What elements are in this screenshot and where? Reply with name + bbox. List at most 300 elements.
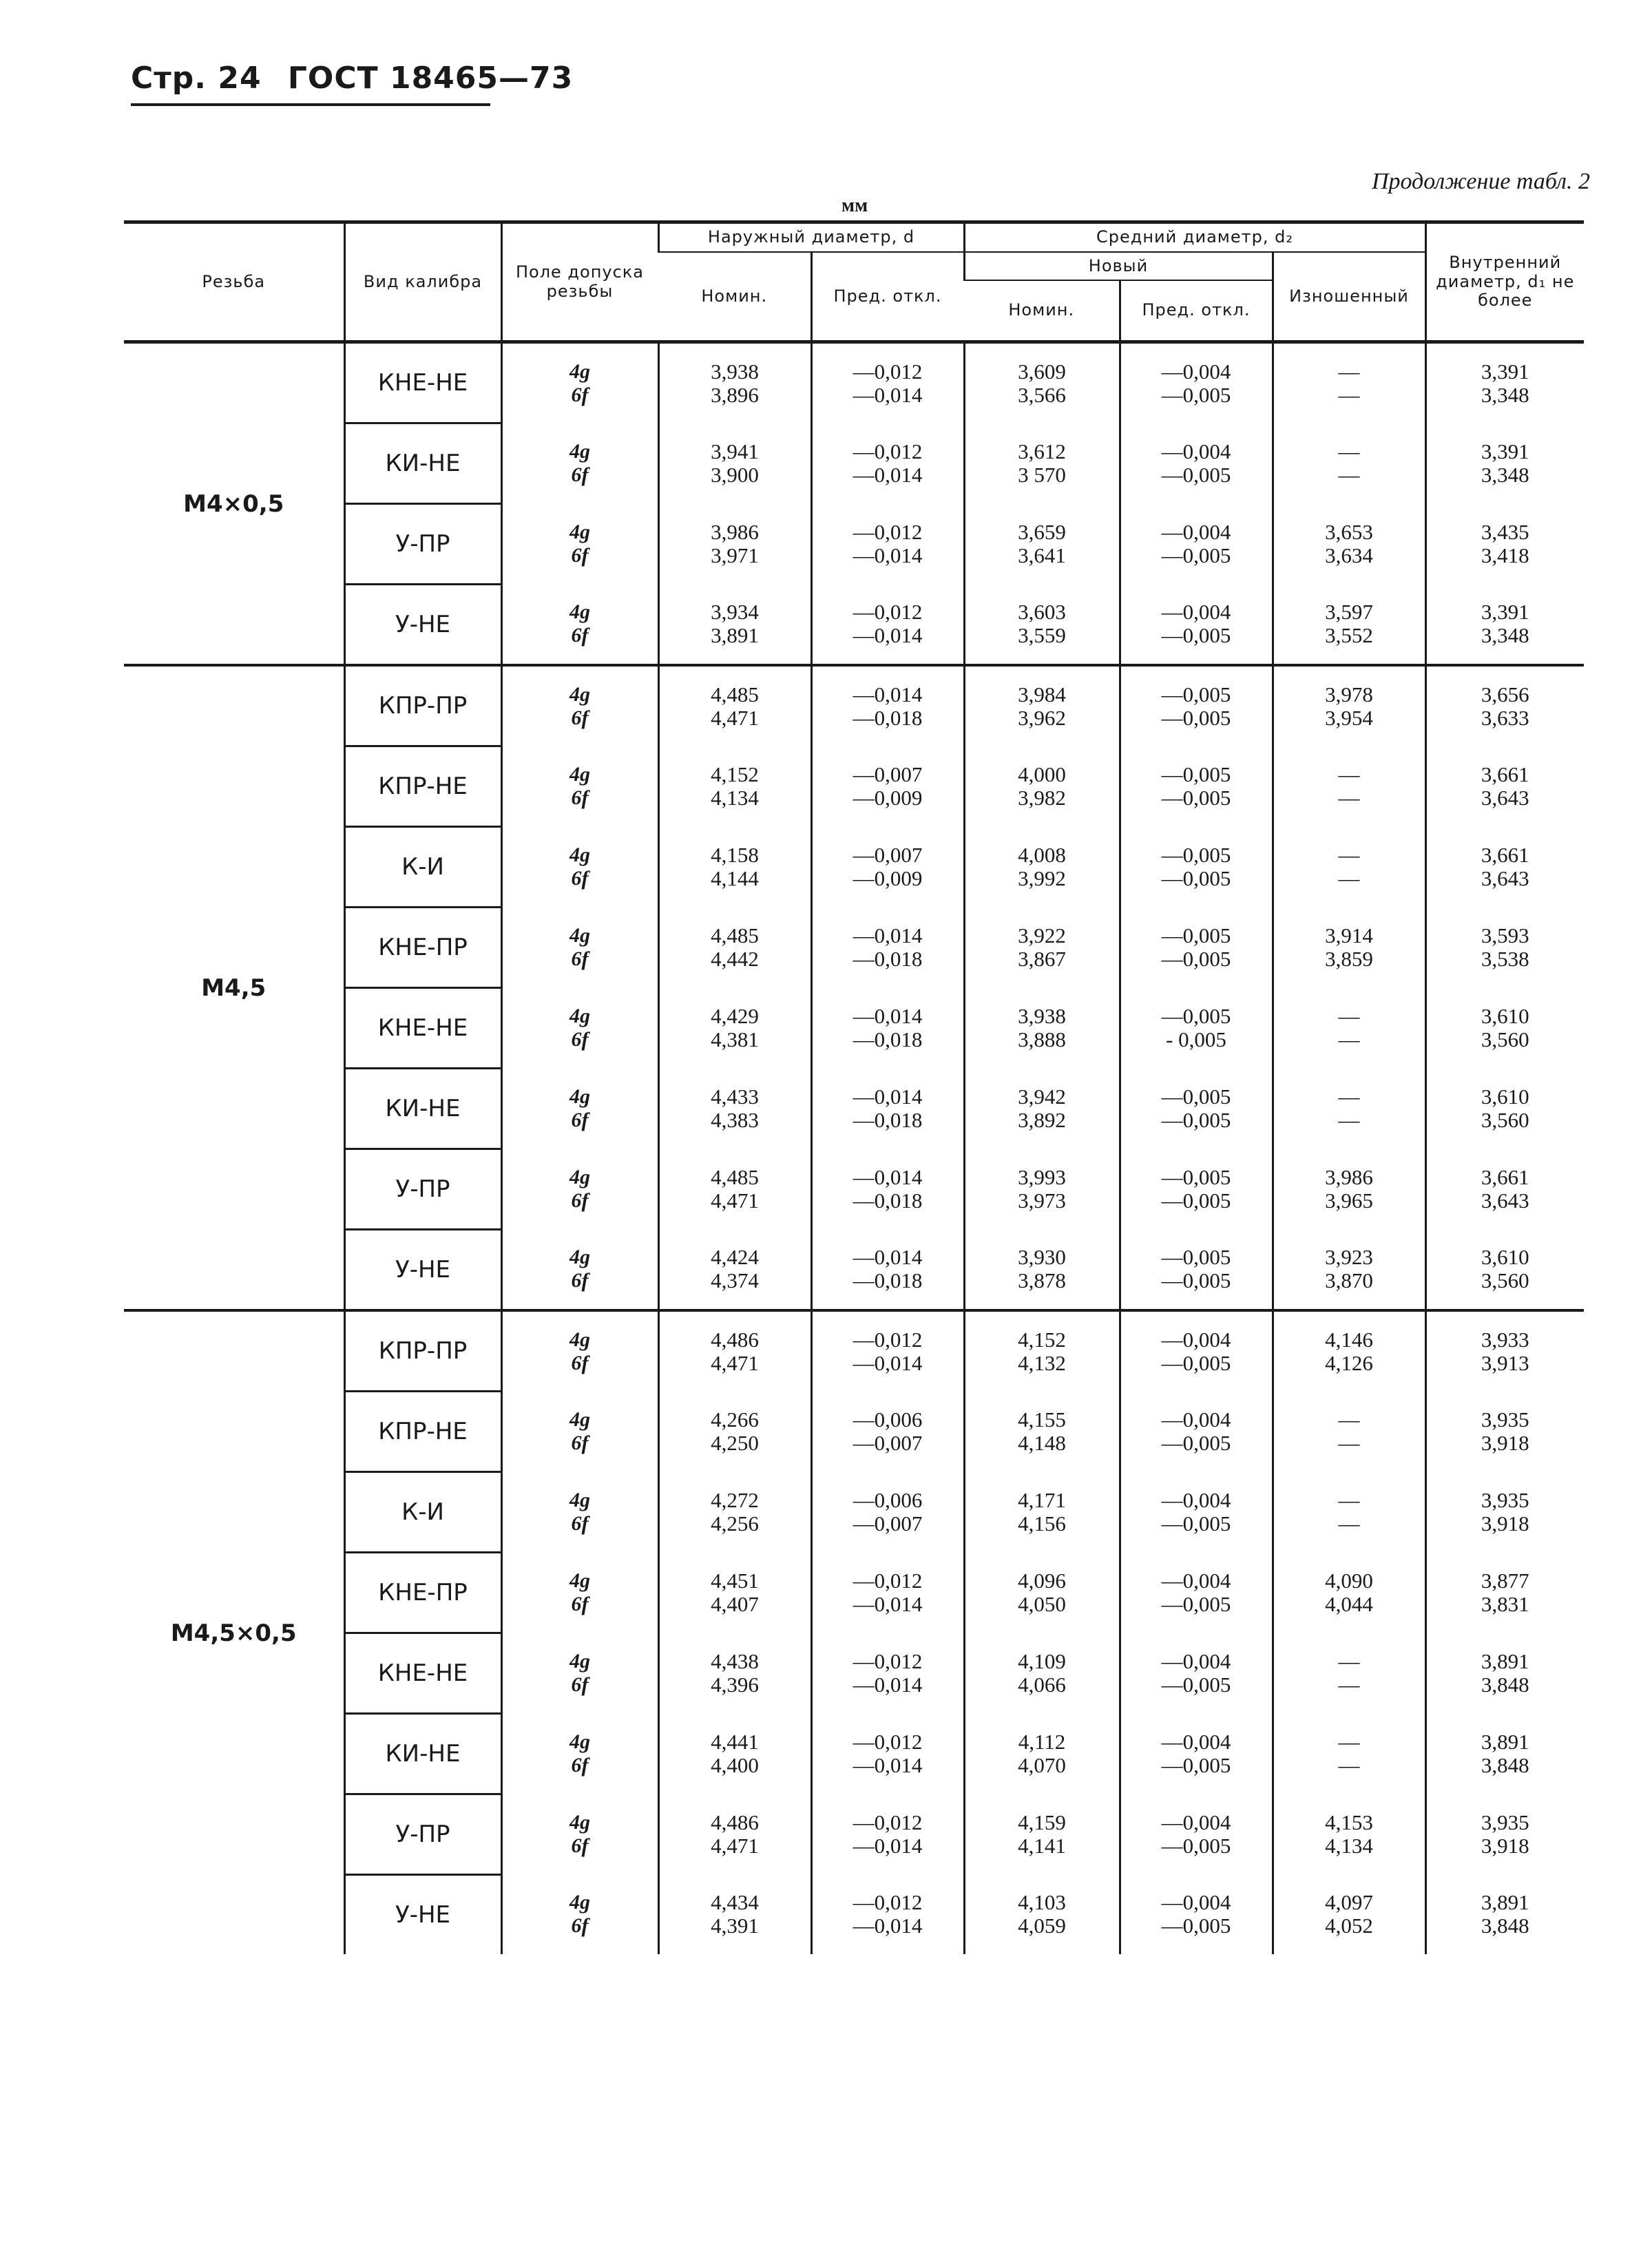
value: 3,922 [1018, 923, 1066, 948]
value: 3,661 [1481, 843, 1529, 868]
value: —0,012 [853, 1890, 923, 1915]
value: 4g [569, 1085, 590, 1109]
value: 3,610 [1481, 1084, 1529, 1109]
value: 3,877 [1481, 1569, 1529, 1593]
value: —0,014 [853, 1245, 923, 1270]
value: 6f [571, 544, 589, 567]
tolerance-cell [501, 1472, 658, 1553]
value: 4,103 [1018, 1890, 1066, 1915]
value: 3,954 [1325, 705, 1373, 730]
value: — [1338, 1511, 1360, 1536]
tolerance-cell [501, 1794, 658, 1875]
value: —0,014 [853, 1673, 923, 1697]
outer-dev-cell [811, 1230, 964, 1311]
value: —0,005 [1161, 1673, 1231, 1697]
mid-nom-cell [964, 504, 1120, 585]
value: — [1338, 1673, 1360, 1697]
value: —0,005 [1161, 1188, 1231, 1213]
value: — [1338, 1649, 1360, 1674]
mid-nom-cell [964, 585, 1120, 666]
mid-nom-cell [964, 827, 1120, 908]
table-row [124, 665, 1584, 746]
value: 4,156 [1018, 1511, 1066, 1536]
value: 4g [569, 1891, 590, 1914]
value: 4g [569, 1166, 590, 1189]
value: 3,896 [711, 382, 759, 407]
inner-diameter-cell [1425, 665, 1584, 746]
value: —0,005 [1161, 866, 1231, 891]
mid-dev-cell [1120, 1149, 1273, 1230]
value: — [1338, 1407, 1360, 1432]
mid-nom-cell [964, 1875, 1120, 1955]
mid-dev-cell [1120, 1472, 1273, 1553]
value: —0,012 [853, 600, 923, 625]
mid-dev-cell [1120, 827, 1273, 908]
value: 6f [571, 706, 589, 729]
value: 3,348 [1481, 623, 1529, 648]
gauge-type-cell: КНЕ-ПР [344, 908, 501, 988]
outer-nom-cell [658, 423, 811, 504]
outer-nom-cell [658, 1472, 811, 1553]
value: 6f [571, 463, 589, 487]
mid-dev-cell [1120, 1392, 1273, 1472]
value: 3,914 [1325, 923, 1373, 948]
value: 6f [571, 786, 589, 810]
col-outer-dev: Пред. откл. [811, 252, 964, 342]
value: 3,560 [1481, 1108, 1529, 1133]
mid-nom-cell [964, 423, 1120, 504]
tolerance-cell [501, 1149, 658, 1230]
outer-dev-cell [811, 827, 964, 908]
value: 3,935 [1481, 1488, 1529, 1513]
value: 3,971 [711, 543, 759, 568]
value: —0,009 [853, 866, 923, 891]
value: 4,486 [711, 1810, 759, 1835]
value: 3,610 [1481, 1245, 1529, 1270]
mid-worn-cell [1273, 908, 1425, 988]
mid-dev-cell [1120, 1875, 1273, 1955]
value: —0,005 [1161, 705, 1231, 730]
tolerance-cell [501, 988, 658, 1069]
outer-nom-cell [658, 1230, 811, 1311]
value: 6f [571, 1673, 589, 1697]
value: 3,848 [1481, 1673, 1529, 1697]
mid-dev-cell [1120, 1794, 1273, 1875]
mid-worn-cell [1273, 665, 1425, 746]
value: —0,004 [1161, 439, 1231, 464]
mid-dev-cell [1120, 1310, 1273, 1392]
gauge-type-cell: КИ-НЕ [344, 1714, 501, 1794]
outer-dev-cell [811, 1069, 964, 1149]
value: —0,005 [1161, 1165, 1231, 1190]
value: — [1338, 439, 1360, 464]
value: 4,052 [1325, 1914, 1373, 1938]
value: 3 570 [1018, 463, 1066, 488]
tolerance-cell [501, 1714, 658, 1794]
value: 3,848 [1481, 1753, 1529, 1778]
table-body [124, 342, 1584, 1955]
value: —0,005 [1161, 1511, 1231, 1536]
value: 3,930 [1018, 1245, 1066, 1270]
value: —0,012 [853, 1569, 923, 1593]
value: 4,441 [711, 1730, 759, 1754]
value: 3,982 [1018, 786, 1066, 810]
value: 3,965 [1325, 1188, 1373, 1213]
value: 4,152 [711, 762, 759, 787]
value: 3,888 [1018, 1027, 1066, 1052]
value: —0,014 [853, 1914, 923, 1938]
mid-dev-cell [1120, 1553, 1273, 1633]
value: 4,438 [711, 1649, 759, 1674]
tolerance-cell [501, 908, 658, 988]
value: 3,560 [1481, 1027, 1529, 1052]
value: —0,014 [853, 1834, 923, 1858]
value: 4,126 [1325, 1350, 1373, 1375]
inner-diameter-cell [1425, 423, 1584, 504]
col-mid-nom: Номин. [964, 280, 1120, 342]
value: 6f [571, 867, 589, 890]
mid-worn-cell [1273, 1875, 1425, 1955]
value: —0,018 [853, 1108, 923, 1133]
value: 4,485 [711, 1165, 759, 1190]
value: 3,870 [1325, 1268, 1373, 1293]
value: 3,892 [1018, 1108, 1066, 1133]
thread-cell: M4×0,5 [124, 342, 344, 666]
mid-worn-cell [1273, 827, 1425, 908]
gauge-type-cell: КИ-НЕ [344, 423, 501, 504]
value: 3,643 [1481, 786, 1529, 810]
units-label: мм [841, 195, 868, 216]
gauge-type-cell: К-И [344, 827, 501, 908]
mid-worn-cell [1273, 342, 1425, 423]
outer-dev-cell [811, 1553, 964, 1633]
table-row [124, 1310, 1584, 1392]
table-header [124, 222, 1584, 342]
value: —0,014 [853, 1753, 923, 1778]
value: — [1338, 382, 1360, 407]
value: 4,266 [711, 1407, 759, 1432]
tolerance-cell [501, 1392, 658, 1472]
col-mid-new: Новый [964, 252, 1273, 281]
mid-worn-cell [1273, 746, 1425, 827]
value: 3,859 [1325, 947, 1373, 972]
gauge-type-cell: КИ-НЕ [344, 1069, 501, 1149]
value: 3,923 [1325, 1245, 1373, 1270]
value: 4,471 [711, 1834, 759, 1858]
value: 3,609 [1018, 359, 1066, 384]
outer-dev-cell [811, 1633, 964, 1714]
value: 3,597 [1325, 600, 1373, 625]
value: 4,250 [711, 1431, 759, 1456]
value: 4g [569, 1650, 590, 1673]
value: 3,566 [1018, 382, 1066, 407]
value: 4,097 [1325, 1890, 1373, 1915]
mid-worn-cell [1273, 1633, 1425, 1714]
value: 4,153 [1325, 1810, 1373, 1835]
value: 4g [569, 1569, 590, 1593]
value: 4,471 [711, 705, 759, 730]
value: —0,005 [1161, 1245, 1231, 1270]
value: 3,633 [1481, 705, 1529, 730]
value: 3,643 [1481, 1188, 1529, 1213]
outer-nom-cell [658, 746, 811, 827]
mid-dev-cell [1120, 908, 1273, 988]
inner-diameter-cell [1425, 1472, 1584, 1553]
value: 4,429 [711, 1004, 759, 1029]
inner-diameter-cell [1425, 1310, 1584, 1392]
gauge-type-cell: У-ПР [344, 1149, 501, 1230]
value: 4,451 [711, 1569, 759, 1593]
value: —0,005 [1161, 1108, 1231, 1133]
value: 4,434 [711, 1890, 759, 1915]
value: 3,831 [1481, 1592, 1529, 1617]
col-mid-diameter: Средний диаметр, d₂ [964, 222, 1425, 252]
value: 3,391 [1481, 359, 1529, 384]
value: —0,004 [1161, 1890, 1231, 1915]
value: —0,014 [853, 1592, 923, 1617]
value: —0,014 [853, 1350, 923, 1375]
tolerance-cell [501, 1553, 658, 1633]
col-mid-dev: Пред. откл. [1120, 280, 1273, 342]
value: 4,381 [711, 1027, 759, 1052]
tolerance-cell [501, 827, 658, 908]
value: 3,891 [1481, 1649, 1529, 1674]
value: —0,012 [853, 1327, 923, 1352]
value: —0,004 [1161, 1488, 1231, 1513]
inner-diameter-cell [1425, 1392, 1584, 1472]
header-rule [131, 103, 490, 106]
value: 4g [569, 924, 590, 947]
table-continuation-label: Продолжение табл. 2 [1371, 169, 1590, 194]
value: 3,938 [711, 359, 759, 384]
value: — [1338, 1431, 1360, 1456]
value: 3,938 [1018, 1004, 1066, 1029]
inner-diameter-cell [1425, 1149, 1584, 1230]
mid-dev-cell [1120, 1069, 1273, 1149]
value: 4,141 [1018, 1834, 1066, 1858]
mid-nom-cell [964, 1714, 1120, 1794]
mid-worn-cell [1273, 504, 1425, 585]
value: 3,538 [1481, 947, 1529, 972]
value: —0,005 [1161, 843, 1231, 868]
value: 4,134 [1325, 1834, 1373, 1858]
outer-dev-cell [811, 746, 964, 827]
value: 3,391 [1481, 439, 1529, 464]
tolerance-cell [501, 1069, 658, 1149]
value: 4,471 [711, 1188, 759, 1213]
value: 4,374 [711, 1268, 759, 1293]
inner-diameter-cell [1425, 1875, 1584, 1955]
mid-dev-cell [1120, 423, 1273, 504]
inner-diameter-cell [1425, 1794, 1584, 1875]
value: — [1338, 786, 1360, 810]
value: — [1338, 1753, 1360, 1778]
value: —0,007 [853, 843, 923, 868]
value: 4g [569, 763, 590, 786]
outer-nom-cell [658, 988, 811, 1069]
value: 4g [569, 1811, 590, 1834]
value: 3,918 [1481, 1511, 1529, 1536]
mid-nom-cell [964, 342, 1120, 423]
mid-nom-cell [964, 1069, 1120, 1149]
standard-number: ГОСТ 18465—73 [287, 61, 574, 96]
outer-dev-cell [811, 1310, 964, 1392]
tolerance-cell [501, 1310, 658, 1392]
outer-nom-cell [658, 342, 811, 423]
value: 4,066 [1018, 1673, 1066, 1697]
value: 4,442 [711, 947, 759, 972]
mid-nom-cell [964, 1553, 1120, 1633]
tolerance-cell [501, 1875, 658, 1955]
col-outer-diameter: Наружный диаметр, d [658, 222, 964, 252]
value: 4g [569, 843, 590, 867]
value: 4,146 [1325, 1327, 1373, 1352]
outer-dev-cell [811, 1875, 964, 1955]
value: 4,383 [711, 1108, 759, 1133]
value: 3,993 [1018, 1165, 1066, 1190]
outer-nom-cell [658, 908, 811, 988]
inner-diameter-cell [1425, 342, 1584, 423]
outer-nom-cell [658, 1714, 811, 1794]
value: 3,603 [1018, 600, 1066, 625]
value: 3,992 [1018, 866, 1066, 891]
value: 3,891 [711, 623, 759, 648]
value: 3,918 [1481, 1431, 1529, 1456]
value: 4g [569, 521, 590, 544]
value: 6f [571, 383, 589, 406]
value: 3,610 [1481, 1004, 1529, 1029]
value: 3,848 [1481, 1914, 1529, 1938]
value: 6f [571, 1754, 589, 1777]
value: —0,005 [1161, 1753, 1231, 1778]
value: —0,018 [853, 947, 923, 972]
outer-dev-cell [811, 908, 964, 988]
tolerance-cell [501, 1230, 658, 1311]
inner-diameter-cell [1425, 988, 1584, 1069]
value: 3,661 [1481, 762, 1529, 787]
gauge-type-cell: У-НЕ [344, 585, 501, 666]
value: 3,918 [1481, 1834, 1529, 1858]
mid-worn-cell [1273, 1310, 1425, 1392]
gauge-type-cell: КНЕ-ПР [344, 1553, 501, 1633]
mid-dev-cell [1120, 665, 1273, 746]
value: 3,973 [1018, 1188, 1066, 1213]
value: 3,552 [1325, 623, 1373, 648]
gauge-type-cell: КПР-НЕ [344, 1392, 501, 1472]
value: 4,152 [1018, 1327, 1066, 1352]
outer-dev-cell [811, 1794, 964, 1875]
gauge-type-cell: К-И [344, 1472, 501, 1553]
value: —0,004 [1161, 1730, 1231, 1754]
value: 3,984 [1018, 682, 1066, 706]
outer-nom-cell [658, 1149, 811, 1230]
value: 4g [569, 359, 590, 383]
mid-worn-cell [1273, 1069, 1425, 1149]
value: 3,934 [711, 600, 759, 625]
value: —0,012 [853, 359, 923, 384]
value: —0,012 [853, 1730, 923, 1754]
value: — [1338, 762, 1360, 787]
value: 3,348 [1481, 463, 1529, 488]
value: —0,004 [1161, 1327, 1231, 1352]
outer-nom-cell [658, 504, 811, 585]
mid-nom-cell [964, 1472, 1120, 1553]
mid-dev-cell [1120, 585, 1273, 666]
inner-diameter-cell [1425, 504, 1584, 585]
value: —0,012 [853, 1649, 923, 1674]
inner-diameter-cell [1425, 1714, 1584, 1794]
value: —0,006 [853, 1488, 923, 1513]
value: —0,014 [853, 382, 923, 407]
mid-nom-cell [964, 1230, 1120, 1311]
inner-diameter-cell [1425, 1230, 1584, 1311]
value: —0,005 [1161, 1914, 1231, 1938]
value: —0,018 [853, 705, 923, 730]
value: 4,044 [1325, 1592, 1373, 1617]
inner-diameter-cell [1425, 908, 1584, 988]
outer-dev-cell [811, 585, 964, 666]
value: 4,155 [1018, 1407, 1066, 1432]
value: —0,014 [853, 682, 923, 706]
value: 3,941 [711, 439, 759, 464]
value: —0,018 [853, 1188, 923, 1213]
col-tolerance: Поле допуска резьбы [501, 222, 658, 342]
mid-nom-cell [964, 746, 1120, 827]
tolerance-cell [501, 504, 658, 585]
value: 4,000 [1018, 762, 1066, 787]
value: —0,004 [1161, 1407, 1231, 1432]
value: —0,005 [1161, 1431, 1231, 1456]
value: 6f [571, 1351, 589, 1374]
inner-diameter-cell [1425, 1069, 1584, 1149]
mid-worn-cell [1273, 1472, 1425, 1553]
value: 4,134 [711, 786, 759, 810]
value: 4,090 [1325, 1569, 1373, 1593]
value: —0,009 [853, 786, 923, 810]
value: 6f [571, 947, 589, 971]
value: 6f [571, 624, 589, 647]
gauge-type-cell: КНЕ-НЕ [344, 1633, 501, 1714]
inner-diameter-cell [1425, 585, 1584, 666]
outer-nom-cell [658, 1392, 811, 1472]
value: —0,004 [1161, 1569, 1231, 1593]
value: 6f [571, 1109, 589, 1132]
value: 4,159 [1018, 1810, 1066, 1835]
value: —0,012 [853, 1810, 923, 1835]
value: 3,867 [1018, 947, 1066, 972]
tolerance-cell [501, 746, 658, 827]
outer-nom-cell [658, 1794, 811, 1875]
value: —0,005 [1161, 382, 1231, 407]
value: —0,014 [853, 1165, 923, 1190]
value: — [1338, 1004, 1360, 1029]
value: —0,005 [1161, 1084, 1231, 1109]
value: 4,391 [711, 1914, 759, 1938]
value: 4g [569, 1408, 590, 1432]
value: 6f [571, 1512, 589, 1536]
mid-nom-cell [964, 1310, 1120, 1392]
value: 4,050 [1018, 1592, 1066, 1617]
gauge-type-cell: КПР-ПР [344, 1310, 501, 1392]
value: — [1338, 1108, 1360, 1133]
mid-nom-cell [964, 988, 1120, 1069]
value: 4g [569, 1005, 590, 1028]
mid-worn-cell [1273, 1149, 1425, 1230]
mid-dev-cell [1120, 746, 1273, 827]
tolerance-cell [501, 342, 658, 423]
value: 4,059 [1018, 1914, 1066, 1938]
value: — [1338, 866, 1360, 891]
